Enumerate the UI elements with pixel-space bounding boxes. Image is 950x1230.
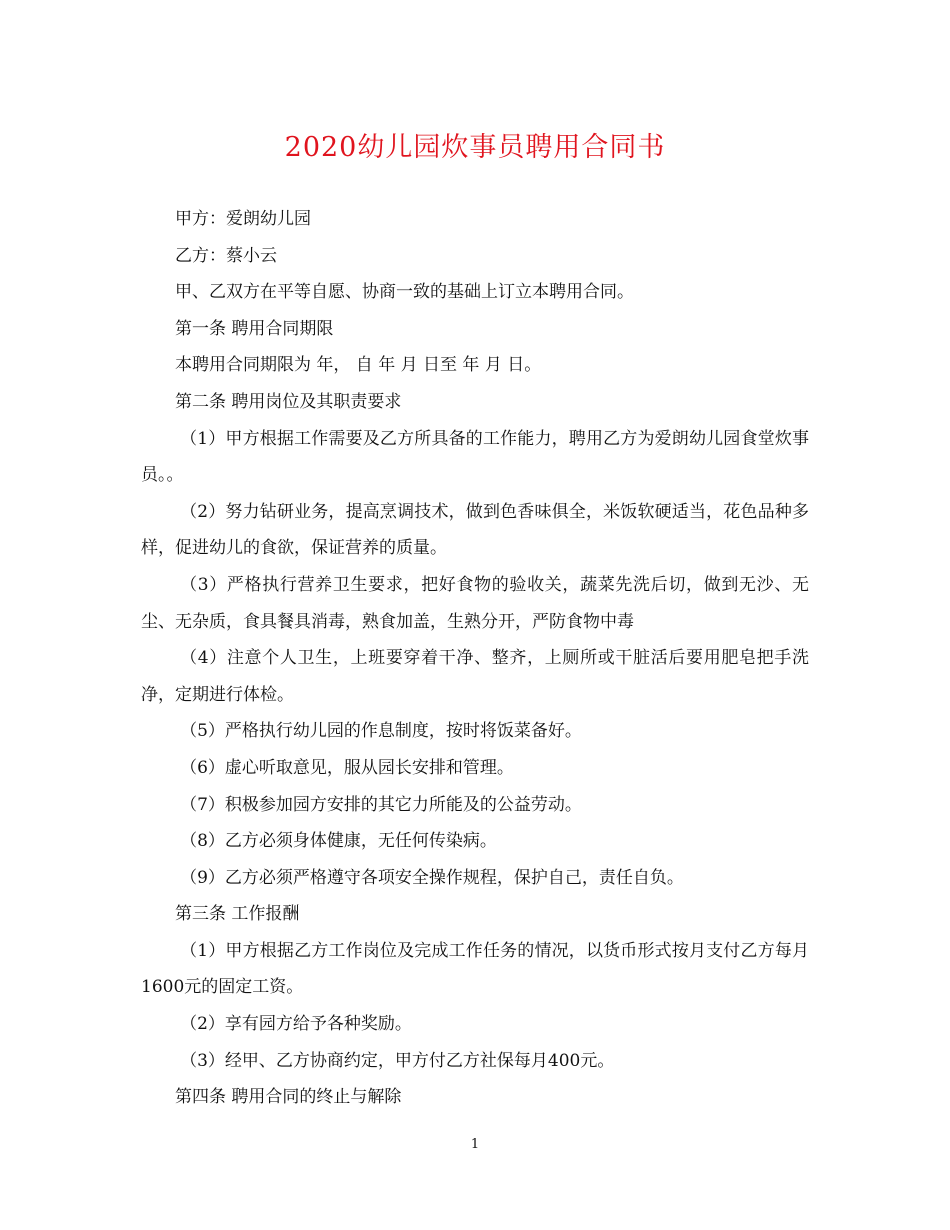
- article-3-item-2: （2）享有园方给予各种奖励。: [180, 1014, 412, 1035]
- article-2-item-6: （6）虚心听取意见，服从园长安排和管理。: [180, 757, 514, 778]
- article-2-item-7: （7）积极参加园方安排的其它力所能及的公益劳动。: [180, 794, 582, 815]
- article-4-heading: 第四条 聘用合同的终止与解除: [175, 1087, 402, 1108]
- party-a-line: 甲方：爱朗幼儿园: [175, 209, 311, 229]
- article-3-item-3: （3）经甲、乙方协商约定，甲方付乙方社保每月400元。: [180, 1050, 615, 1071]
- article-2-item-4: （4）注意个人卫生，上班要穿着干净、整齐，上厕所或干脏活后要用肥皂把手洗净，定期进行体检。: [141, 648, 809, 705]
- article-1-paragraph: 本聘用合同期限为 年， 自 年 月 日至 年 月 日。: [175, 355, 542, 376]
- document-title: 2020幼儿园炊事员聘用合同书: [284, 132, 666, 163]
- document-body: [141, 201, 809, 1116]
- article-2-item-1: （1）甲方根据工作需要及乙方所具备的工作能力，聘用乙方为爱朗幼儿园食堂炊事员。。: [141, 428, 809, 486]
- page-number: 1: [470, 1137, 480, 1152]
- article-2-item-9: （9）乙方必须严格遵守各项安全操作规程，保护自己，责任自负。: [180, 867, 684, 888]
- article-2-item-2: （2）努力钻研业务，提高烹调技术，做到色香味俱全，米饭软硬适当，花色品种多样，促进幼儿的食欲，保证营养的质量。: [141, 501, 809, 559]
- party-b-line: 乙方：蔡小云: [175, 245, 277, 266]
- article-2-item-3: （3）严格执行营养卫生要求，把好食物的验收关，蔬菜先洗后切，做到无沙、无尘、无杂质，食具餐具消毒，熟食加盖，生熟分开，严防食物中毒: [141, 574, 809, 632]
- article-2-item-5: （5）严格执行幼儿园的作息制度，按时将饭菜备好。: [180, 721, 582, 742]
- intro-paragraph: 甲、乙双方在平等自愿、协商一致的基础上订立本聘用合同。: [175, 282, 634, 303]
- article-2-item-8: （8）乙方必须身体健康，无任何传染病。: [180, 831, 497, 852]
- article-2-heading: 第二条 聘用岗位及其职责要求: [175, 391, 402, 412]
- article-3-heading: 第三条 工作报酬: [175, 904, 300, 925]
- article-1-heading: 第一条 聘用合同期限: [175, 318, 334, 339]
- article-3-item-1: （1）甲方根据乙方工作岗位及完成工作任务的情况，以货币形式按月支付乙方每月1600元的固定工资。: [141, 940, 809, 998]
